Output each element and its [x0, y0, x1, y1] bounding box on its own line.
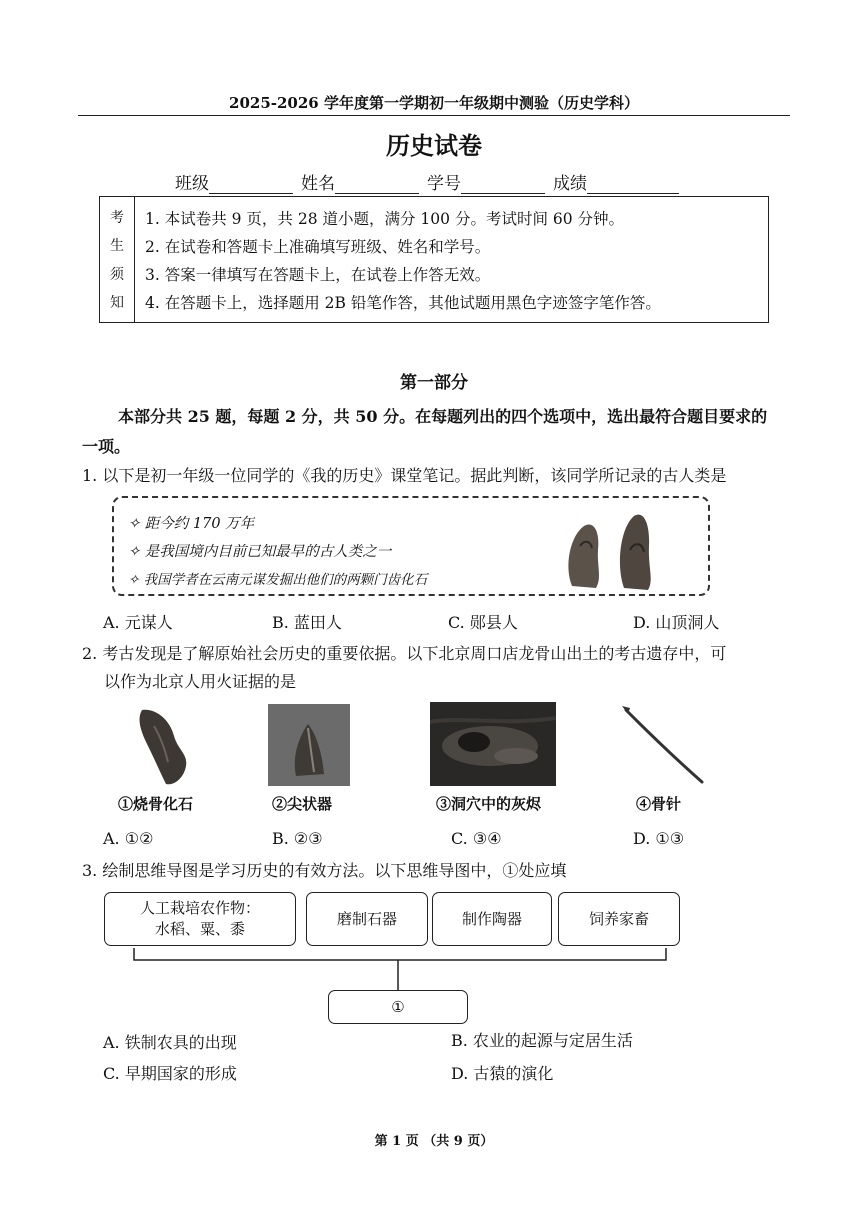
cave-ash-image — [430, 702, 556, 786]
option-c[interactable]: C. 早期国家的形成 — [103, 1064, 237, 1083]
option-b[interactable]: B. ②③ — [272, 829, 323, 848]
field-name: 姓名 — [301, 169, 427, 194]
question-1-stem: 1. 以下是初一年级一位同学的《我的历史》课堂笔记。据此判断，该同学所记录的古人类是 — [82, 466, 727, 485]
field-id: 学号 — [427, 169, 553, 194]
caption-cave-ash: ③洞穴中的灰烬 — [436, 795, 542, 813]
note-line: ✧ 是我国境内目前已知最早的古人类之一 — [128, 544, 392, 560]
class-blank[interactable] — [209, 175, 293, 194]
option-b[interactable]: B. 蓝田人 — [272, 613, 342, 632]
mindmap-box-stone-tools: 磨制石器 — [306, 892, 428, 946]
mindmap-box-crops: 人工栽培农作物： 水稻、粟、黍 — [104, 892, 296, 946]
part-heading: 第一部分 — [400, 373, 468, 393]
notice-items — [145, 205, 760, 317]
notice-item: 1. 本试卷共 9 页，共 28 道小题，满分 100 分。考试时间 60 分钟。 — [145, 210, 625, 228]
question-2-stem-cont: 以作为北京人用火证据的是 — [104, 672, 297, 691]
bone-needle-image — [618, 702, 708, 786]
exam-header: 2025-2026 学年度第一学期初一年级期中测验（历史学科） — [229, 94, 639, 112]
option-a[interactable]: A. 元谋人 — [103, 613, 173, 632]
field-class: 班级 — [175, 169, 301, 194]
score-blank[interactable] — [587, 175, 679, 194]
page-title: 历史试卷 — [386, 131, 482, 160]
mindmap-center-blank: ① — [328, 990, 468, 1024]
mindmap-bracket — [130, 946, 670, 996]
pointed-tool-image — [268, 704, 350, 786]
caption-burnt-bone: ①烧骨化石 — [118, 795, 194, 813]
mindmap-box-livestock: 饲养家畜 — [558, 892, 680, 946]
option-a[interactable]: A. ①② — [103, 829, 154, 848]
note-line: ✧ 距今约 170 万年 — [128, 516, 255, 532]
option-b[interactable]: B. 农业的起源与定居生活 — [451, 1031, 633, 1050]
part-intro: 本部分共 25 题，每题 2 分，共 50 分。在每题列出的四个选项中，选出最符合题目要求的一项。 — [82, 407, 768, 456]
page-footer: 第 1 页 （共 9 页） — [374, 1134, 494, 1149]
notice-item: 2. 在试卷和答题卡上准确填写班级、姓名和学号。 — [145, 238, 491, 256]
option-c[interactable]: C. 郧县人 — [448, 613, 518, 632]
caption-pointed-tool: ②尖状器 — [272, 795, 333, 813]
option-d[interactable]: D. ①③ — [633, 829, 685, 848]
incisor-fossil-image — [554, 506, 674, 592]
field-score: 成绩 — [553, 169, 687, 194]
option-a[interactable]: A. 铁制农具的出现 — [103, 1033, 237, 1052]
option-d[interactable]: D. 山顶洞人 — [633, 613, 720, 632]
note-line: ✧ 我国学者在云南元谋发掘出他们的两颗门齿化石 — [128, 572, 428, 588]
notice-item: 4. 在答题卡上，选择题用 2B 铅笔作答，其他试题用黑色字迹签字笔作答。 — [145, 294, 661, 312]
notice-side-label: 考 生 须 知 — [100, 197, 135, 322]
id-blank[interactable] — [461, 175, 545, 194]
caption-bone-needle: ④骨针 — [636, 795, 682, 813]
mindmap-box-pottery: 制作陶器 — [432, 892, 552, 946]
question-3-stem: 3. 绘制思维导图是学习历史的有效方法。以下思维导图中，①处应填 — [82, 861, 567, 880]
option-c[interactable]: C. ③④ — [451, 829, 502, 848]
notice-item: 3. 答案一律填写在答题卡上，在试卷上作答无效。 — [145, 266, 491, 284]
student-fields — [175, 169, 687, 194]
name-blank[interactable] — [335, 175, 419, 194]
option-d[interactable]: D. 古猿的演化 — [451, 1064, 554, 1083]
question-2-stem: 2. 考古发现是了解原始社会历史的重要依据。以下北京周口店龙骨山出土的考古遗存中，可 — [82, 644, 727, 663]
question-1-notes — [112, 496, 710, 596]
header-rule — [78, 115, 790, 116]
exam-notice-box — [99, 196, 769, 323]
burnt-bone-fossil-image — [134, 706, 194, 788]
